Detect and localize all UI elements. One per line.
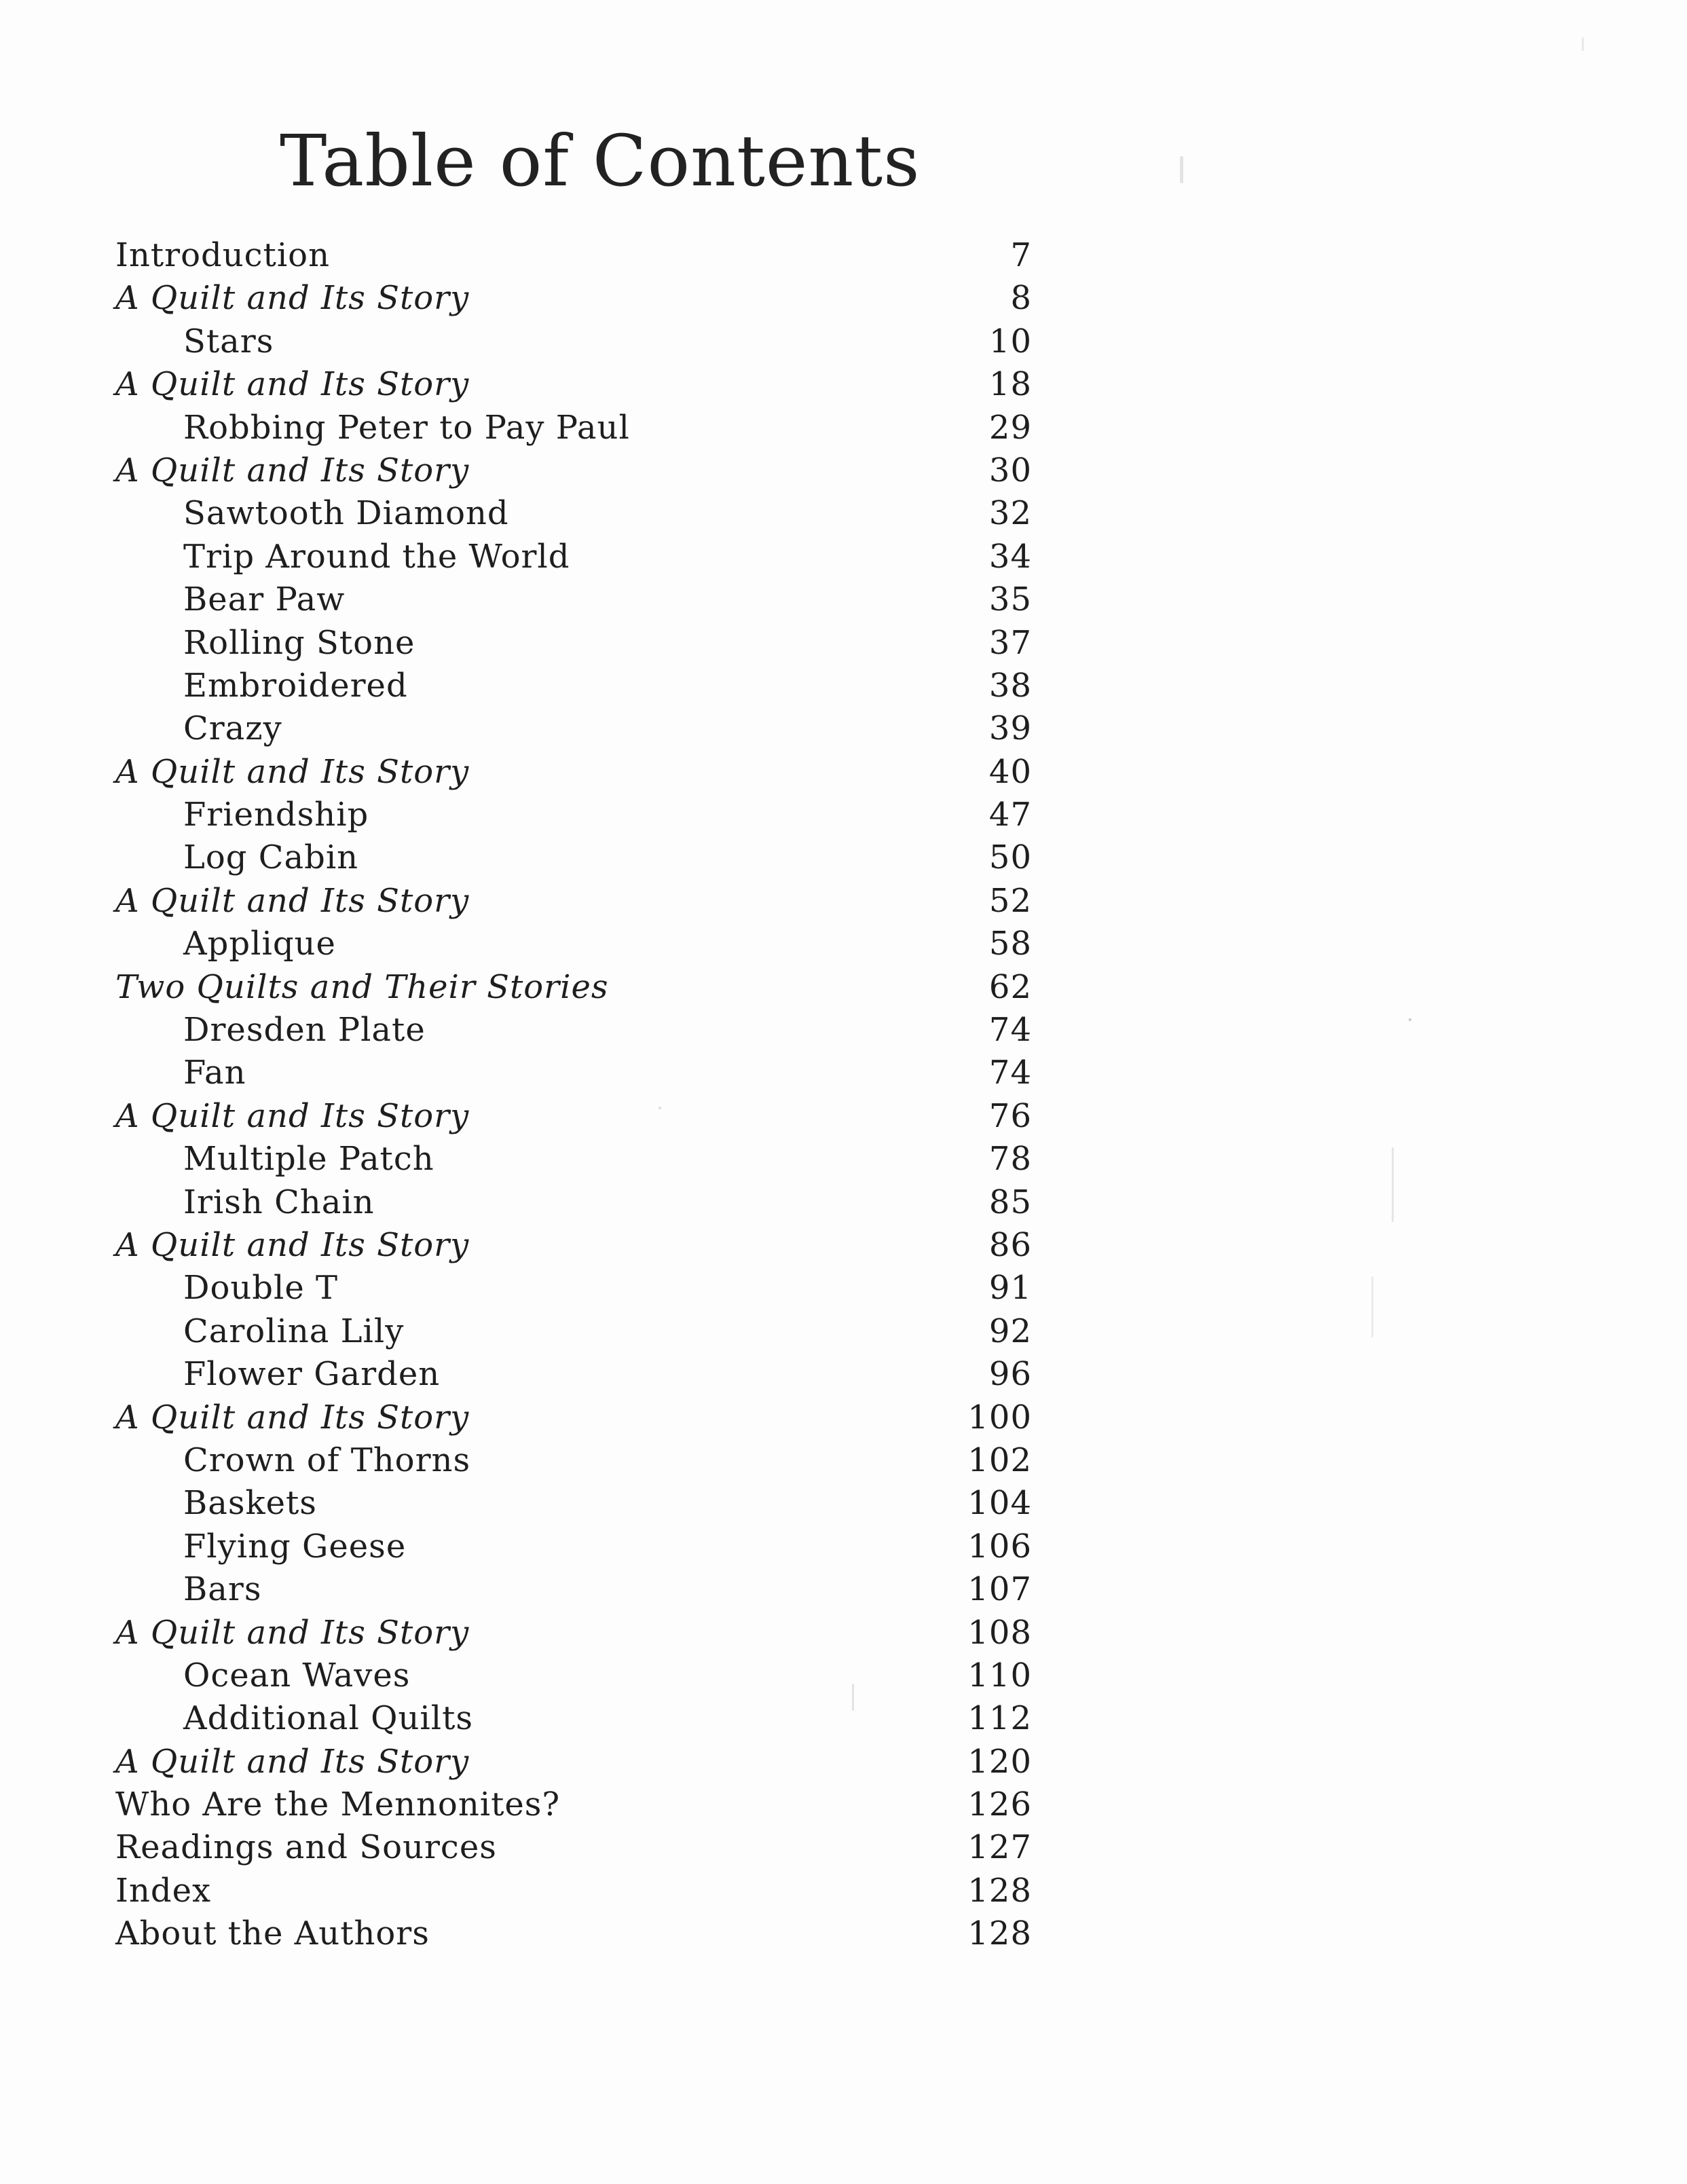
toc-entry (0, 407, 1032, 449)
toc-entry (0, 1224, 1032, 1267)
toc-entry-title: A Quilt and Its Story (115, 1742, 470, 1781)
toc-page-number: 108 (967, 1613, 1032, 1652)
toc-entry (0, 449, 1032, 492)
toc-entry (0, 536, 1032, 578)
toc-entry-title: Irish Chain (183, 1183, 375, 1221)
toc-entry (0, 1525, 1032, 1568)
toc-page-number: 96 (988, 1355, 1032, 1394)
toc-entry (0, 707, 1032, 750)
toc-page-number: 7 (1010, 236, 1032, 274)
toc-page-number: 52 (988, 881, 1032, 920)
toc-entry (0, 1654, 1032, 1697)
toc-page-number: 128 (967, 1871, 1032, 1910)
toc-page-number: 85 (988, 1183, 1032, 1221)
toc-page-number: 62 (988, 967, 1032, 1006)
toc-entry (0, 1353, 1032, 1396)
toc-entry (0, 1439, 1032, 1482)
toc-entry-title: Fan (183, 1054, 246, 1092)
toc-entry-title: Applique (183, 925, 336, 963)
toc-entry (0, 1912, 1032, 1955)
toc-entry (0, 1052, 1032, 1094)
toc-entry-title: Multiple Patch (183, 1140, 434, 1179)
toc-page-number: 50 (988, 838, 1032, 877)
toc-entry-title: Index (115, 1871, 212, 1910)
toc-entry (0, 492, 1032, 535)
toc-entry (0, 1396, 1032, 1439)
toc-page-number: 104 (967, 1484, 1032, 1523)
toc-entry (0, 966, 1032, 1009)
toc-entry-title: Crazy (183, 709, 282, 748)
toc-entry (0, 234, 1032, 277)
toc-entry (0, 1697, 1032, 1740)
toc-entry (0, 1870, 1032, 1912)
toc-entry-title: Bars (183, 1570, 262, 1609)
toc-entry-title: Baskets (183, 1484, 317, 1523)
toc-entry-title: A Quilt and Its Story (115, 1225, 470, 1264)
toc-page-number: 40 (988, 752, 1032, 791)
toc-entry (0, 1009, 1032, 1052)
toc-entry-title: Introduction (115, 236, 330, 274)
scan-speck (1392, 1147, 1394, 1222)
toc-page-number: 47 (988, 796, 1032, 834)
toc-entry (0, 578, 1032, 621)
toc-page-number: 76 (988, 1096, 1032, 1135)
toc-page-number: 112 (967, 1699, 1032, 1738)
toc-entry-title: Two Quilts and Their Stories (115, 967, 609, 1006)
toc-page-number: 110 (967, 1656, 1032, 1695)
toc-page-number: 8 (1010, 279, 1032, 318)
toc-entry-title: About the Authors (115, 1914, 430, 1953)
toc-entry-title: Robbing Peter to Pay Paul (183, 408, 630, 447)
toc-page-number: 126 (967, 1785, 1032, 1824)
scan-speck (1180, 156, 1183, 183)
toc-entry-title: Dresden Plate (183, 1011, 426, 1050)
toc-entry-title: Double T (183, 1269, 339, 1308)
toc-entry-title: Flower Garden (183, 1355, 441, 1394)
toc-entry (0, 320, 1032, 363)
toc-entry-title: Friendship (183, 796, 369, 834)
toc-entry (0, 665, 1032, 707)
toc-entry-title: Ocean Waves (183, 1656, 411, 1695)
toc-entry-title: Embroidered (183, 666, 408, 705)
toc-entry-title: A Quilt and Its Story (115, 1096, 470, 1135)
toc-page-number: 120 (967, 1742, 1032, 1781)
toc-page-number: 92 (988, 1312, 1032, 1350)
scan-speck (1409, 1018, 1411, 1021)
toc-entry (0, 923, 1032, 965)
toc-entry-title: Trip Around the World (183, 537, 570, 576)
toc-page-number: 127 (967, 1828, 1032, 1867)
toc-page-number: 10 (988, 322, 1032, 360)
toc-entry (0, 1826, 1032, 1869)
toc-page-number: 35 (988, 580, 1032, 619)
page-title: Table of Contents (280, 119, 921, 202)
toc-entry-title: A Quilt and Its Story (115, 451, 470, 489)
table-of-contents (0, 234, 1687, 1956)
toc-page-number: 100 (967, 1398, 1032, 1437)
toc-page-number: 32 (988, 494, 1032, 533)
toc-entry-title: A Quilt and Its Story (115, 279, 470, 318)
toc-entry-title: Stars (183, 322, 274, 360)
toc-entry (0, 1568, 1032, 1611)
toc-entry-title: Who Are the Mennonites? (115, 1785, 561, 1824)
toc-page-number: 86 (988, 1225, 1032, 1264)
toc-entry (0, 1612, 1032, 1654)
toc-entry-title: A Quilt and Its Story (115, 881, 470, 920)
toc-entry (0, 880, 1032, 923)
toc-entry-title: Log Cabin (183, 838, 359, 877)
toc-page-number: 74 (988, 1054, 1032, 1092)
toc-entry (0, 1310, 1032, 1353)
toc-entry (0, 1783, 1032, 1826)
scan-speck (1582, 37, 1584, 51)
toc-entry-title: Readings and Sources (115, 1828, 497, 1867)
toc-page-number: 106 (967, 1527, 1032, 1566)
toc-entry-title: Additional Quilts (183, 1699, 474, 1738)
toc-entry (0, 1181, 1032, 1224)
toc-page-number: 29 (988, 408, 1032, 447)
toc-entry-title: Bear Paw (183, 580, 346, 619)
toc-entry-title: A Quilt and Its Story (115, 1613, 470, 1652)
toc-entry (0, 622, 1032, 665)
toc-entry-title: Flying Geese (183, 1527, 407, 1566)
toc-entry-title: Crown of Thorns (183, 1441, 471, 1479)
toc-entry (0, 1138, 1032, 1181)
toc-page-number: 30 (988, 451, 1032, 489)
toc-entry-title: A Quilt and Its Story (115, 1398, 470, 1437)
scan-speck (852, 1684, 854, 1711)
toc-entry-title: A Quilt and Its Story (115, 752, 470, 791)
toc-page-number: 34 (988, 537, 1032, 576)
toc-page-number: 37 (988, 623, 1032, 662)
toc-page-number: 74 (988, 1011, 1032, 1050)
toc-entry (0, 363, 1032, 406)
toc-entry-title: Carolina Lily (183, 1312, 405, 1350)
toc-entry-title: Sawtooth Diamond (183, 494, 509, 533)
toc-page-number: 91 (988, 1269, 1032, 1308)
toc-entry-title: Rolling Stone (183, 623, 415, 662)
scan-speck (659, 1107, 661, 1109)
toc-entry (0, 836, 1032, 879)
toc-page-number: 58 (988, 925, 1032, 963)
toc-page-number: 102 (967, 1441, 1032, 1479)
toc-page-number: 18 (988, 365, 1032, 404)
toc-page-number: 78 (988, 1140, 1032, 1179)
toc-entry (0, 794, 1032, 836)
toc-entry (0, 1267, 1032, 1310)
scan-speck (1371, 1276, 1373, 1337)
toc-entry (0, 751, 1032, 794)
toc-page-number: 38 (988, 666, 1032, 705)
toc-page-number: 39 (988, 709, 1032, 748)
toc-page-number: 128 (967, 1914, 1032, 1953)
toc-entry (0, 1095, 1032, 1138)
toc-entry (0, 277, 1032, 320)
toc-entry (0, 1741, 1032, 1783)
toc-page-number: 107 (967, 1570, 1032, 1609)
toc-entry-title: A Quilt and Its Story (115, 365, 470, 404)
toc-entry (0, 1482, 1032, 1525)
